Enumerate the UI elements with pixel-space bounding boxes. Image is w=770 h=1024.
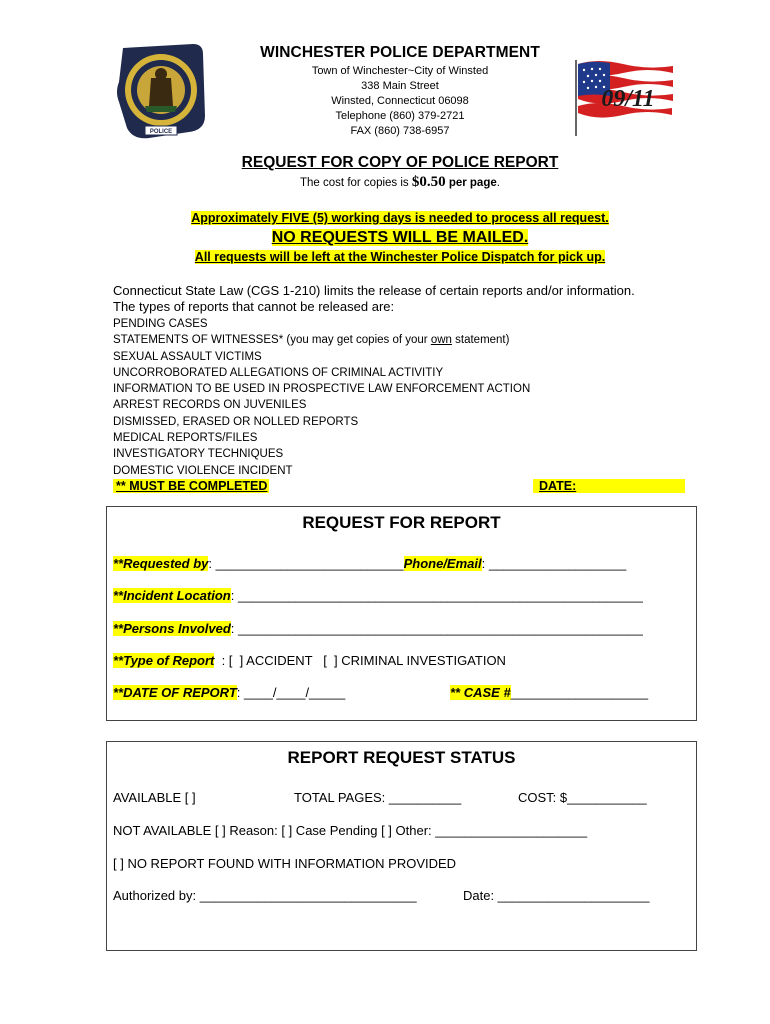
list-item: DOMESTIC VIOLENCE INCIDENT [113,464,293,477]
case-number-row [450,685,648,700]
date-label[interactable]: DATE: [533,479,685,493]
law-line-2: The types of reports that cannot be released are: [113,299,395,314]
no-report-found-checkbox[interactable]: [ ] NO REPORT FOUND WITH INFORMATION PROVIDED [113,856,457,871]
fax-line: FAX (860) 738-6957 [350,125,450,137]
cost-statement [150,174,650,191]
authorized-by-field[interactable]: Authorized by: ______________________________ [113,888,417,903]
address-line-2: 338 Main Street [361,80,439,92]
list-item: INFORMATION TO BE USED IN PROSPECTIVE LAW ENFORCEMENT ACTION [113,383,531,396]
requested-by-label: **Requested by [113,556,209,571]
cost-amount: $0.50 [411,174,446,190]
no-mail-notice: NO REQUESTS WILL BE MAILED. [271,229,529,246]
list-item: SEXUAL ASSAULT VICTIMS [113,350,262,363]
persons-involved-row [113,621,643,636]
phone-email-label: Phone/Email [403,556,482,571]
request-title: REQUEST FOR COPY OF POLICE REPORT [241,154,559,171]
date-of-report-label: **DATE OF REPORT [113,685,237,700]
type-of-report-options[interactable]: : [ ] ACCIDENT [ ] CRIMINAL INVESTIGATION [214,653,506,668]
list-item: DISMISSED, ERASED OR NOLLED REPORTS [113,415,359,428]
flag-911-text: 09/11 [601,86,655,112]
restricted-report-types [113,316,713,479]
telephone-line: Telephone (860) 379-2721 [335,110,465,122]
available-checkbox[interactable]: AVAILABLE [ ] [113,790,196,805]
department-title: WINCHESTER POLICE DEPARTMENT [260,44,540,61]
total-pages-field[interactable]: TOTAL PAGES: __________ [294,790,462,805]
law-line-1: Connecticut State Law (CGS 1-210) limits the release of certain reports and/or information. [113,283,635,298]
list-item: STATEMENTS OF WITNESSES* (you may get copies of your own statement) [113,334,510,347]
law-text [113,283,713,315]
report-request-status-title: REPORT REQUEST STATUS [287,748,516,767]
list-item: MEDICAL REPORTS/FILES [113,432,258,445]
list-item: PENDING CASES [113,318,208,330]
pickup-notice-row [0,250,770,264]
date-of-report-row [113,685,345,700]
svg-text:POLICE: POLICE [149,129,173,135]
phone-email-field[interactable]: : ___________________ [481,556,627,571]
requested-by-row [113,556,626,571]
cost-prefix: The cost for copies is [300,177,412,189]
persons-involved-field[interactable]: : ________________________________________________________ [230,621,643,636]
case-number-field[interactable]: ___________________ [510,685,649,700]
date-of-report-field[interactable]: : ____/____/_____ [236,685,346,700]
processing-notice: Approximately FIVE (5) working days is needed to process all request. [191,211,609,225]
request-for-report-box [106,506,697,721]
type-of-report-row [113,653,506,668]
address-line-1: Town of Winchester~City of Winsted [311,65,489,77]
incident-location-field[interactable]: : ________________________________________________________ [230,588,643,603]
no-mail-notice-row [0,229,770,247]
cost-period: . [496,177,500,189]
report-request-status-box [106,741,697,951]
status-date-field[interactable]: Date: _____________________ [463,888,650,903]
list-item: INVESTIGATORY TECHNIQUES [113,448,284,461]
cost-field[interactable]: COST: $___________ [518,790,647,805]
cost-per-page: per page [445,177,497,189]
address-line-3: Winsted, Connecticut 06098 [331,95,469,107]
requested-by-field[interactable]: : __________________________ [208,556,404,571]
must-be-completed-note: ** MUST BE COMPLETED [113,479,269,493]
persons-involved-label: **Persons Involved [113,621,231,636]
pickup-notice: All requests will be left at the Winchester Police Dispatch for pick up. [194,250,606,264]
not-available-row[interactable]: NOT AVAILABLE [ ] Reason: [ ] Case Pending [ ] Other: _____________________ [113,823,588,838]
incident-location-row [113,588,643,603]
type-of-report-label: **Type of Report [113,653,215,668]
police-badge-logo [115,42,207,144]
case-number-label: ** CASE # [450,685,511,700]
incident-location-label: **Incident Location [113,588,231,603]
list-item: ARREST RECORDS ON JUVENILES [113,399,307,412]
processing-notice-row [0,211,770,225]
request-for-report-title: REQUEST FOR REPORT [302,513,501,532]
list-item: UNCORROBORATED ALLEGATIONS OF CRIMINAL ACTIVITIY [113,366,444,379]
american-flag-911-image [568,56,678,138]
